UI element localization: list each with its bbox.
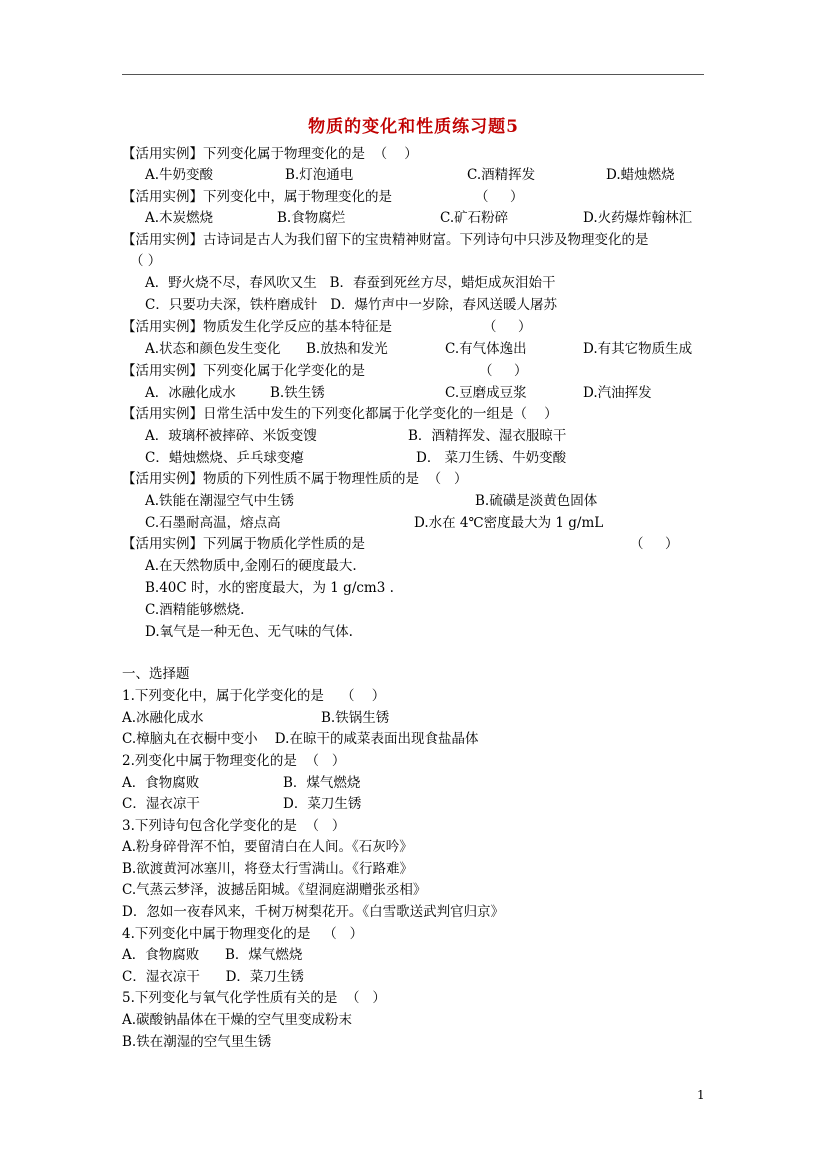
text-line: A.冰融化成水 [122,710,204,726]
text-line: D．菜刀生锈 [283,796,362,812]
text-line: C.酒精挥发 [467,167,536,183]
text-line: A.碳酸钠晶体在干燥的空气里变成粉末 [122,1012,353,1028]
text-line: B.食物腐烂 [277,210,346,226]
text-line: C.酒精能够燃烧. [145,602,245,618]
text-line: C.有气体逸出 [445,341,527,357]
text-line: D． 菜刀生锈、牛奶变酸 [416,450,567,466]
page-title: 物质的变化和性质练习题5 [308,117,519,137]
text-line: B.灯泡通电 [285,167,354,183]
text-line: 5.下列变化与氧气化学性质有关的是 （ ） [122,990,386,1006]
text-line: A．食物腐败 [122,775,200,791]
text-line: D.水在 4℃密度最大为 1 g/mL [414,515,604,531]
text-line: A．冰融化成水 [145,385,236,401]
text-line: A.状态和颜色发生变化 [145,341,281,357]
text-line: D.氧气是一种无色、无气味的气体. [145,624,353,640]
text-line: 【活用实例】下列变化属于化学变化的是 [122,363,365,379]
text-line: （ ） [130,253,162,269]
text-line: （ ） [475,189,524,205]
text-line: C．蜡烛燃烧、乒乓球变瘪 [145,450,304,466]
text-line: 1.下列变化中，属于化学变化的是 （ ） [122,688,386,704]
text-line: 一、选择题 [122,666,190,682]
text-line: D．忽如一夜春风来，千树万树梨花开。《白雪歌送武判官归京》 [122,904,505,920]
text-line: C．只要功夫深，铁杵磨成针 D．爆竹声中一岁除，春风送暖人屠苏 [145,297,558,313]
text-line: C.矿石粉碎 [440,210,509,226]
text-line: B．酒精挥发、湿衣服晾干 [408,428,567,444]
text-line: C.豆磨成豆浆 [445,385,527,401]
text-line: （ ） [479,363,528,379]
text-line: A．食物腐败 B．煤气燃烧 [122,947,303,963]
text-line: A．野火烧不尽，春风吹又生 B．春蚕到死丝方尽，蜡炬成灰泪始干 [145,275,556,291]
text-line: A.木炭燃烧 [145,210,214,226]
text-line: C.樟脑丸在衣橱中变小 D.在晾干的咸菜表面出现食盐晶体 [122,731,479,747]
text-line: 【活用实例】下列变化中，属于物理变化的是 [122,189,392,205]
text-line: 【活用实例】下列变化属于物理变化的是 （ ） [122,146,418,162]
text-line: 4.下列变化中属于物理变化的是 （ ） [122,926,364,942]
text-line: D.蜡烛燃烧 [606,167,675,183]
text-line: A．玻璃杯被摔碎、米饭变馊 [145,428,317,444]
text-line: C.气蒸云梦泽，波撼岳阳城。《望洞庭湖赠张丞相》 [122,882,427,898]
text-line: 【活用实例】物质发生化学反应的基本特征是 [122,319,392,335]
text-line: C．湿衣凉干 [122,796,200,812]
text-line: D.有其它物质生成 [583,341,693,357]
text-line: B.40C 时，水的密度最大，为 1 g/cm3 . [145,580,394,596]
text-line: B.铁生锈 [270,385,325,401]
text-line: B.欲渡黄河冰塞川，将登太行雪满山。《行路难》 [122,861,413,877]
text-line: 【活用实例】古诗词是古人为我们留下的宝贵精神财富。下列诗句中只涉及物理变化的是 [122,232,649,248]
text-line: B.硫磺是淡黄色固体 [475,493,598,509]
text-line: 3.下列诗句包含化学变化的是 （ ） [122,818,346,834]
text-line: C.石墨耐高温，熔点高 [145,515,281,531]
text-line: D.火药爆炸翰林汇 [583,210,693,226]
text-line: 【活用实例】日常生活中发生的下列变化都属于化学变化的一组是（ ） [122,406,558,422]
text-line: B.铁在潮湿的空气里生锈 [122,1034,272,1050]
text-line: 【活用实例】物质的下列性质不属于物理性质的是 （ ） [122,471,468,487]
text-line: C．湿衣凉干 D．菜刀生锈 [122,969,304,985]
text-line: A.牛奶变酸 [145,167,214,183]
header-rule [122,74,704,75]
text-line: （ ） [630,536,679,552]
text-line: 【活用实例】下列属于物质化学性质的是 [122,536,365,552]
text-line: A.在天然物质中,金刚石的硬度最大. [145,558,357,574]
text-line: B.铁锅生锈 [321,710,390,726]
text-line: （ ） [483,319,532,335]
page-number: 1 [697,1088,705,1102]
text-line: A.铁能在潮湿空气中生锈 [145,493,295,509]
text-line: D.汽油挥发 [583,385,652,401]
text-line: 2.列变化中属于物理变化的是 （ ） [122,753,346,769]
text-line: B.放热和发光 [306,341,388,357]
text-line: B．煤气燃烧 [283,775,361,791]
text-line: A.粉身碎骨浑不怕，要留清白在人间。《石灰吟》 [122,839,413,855]
